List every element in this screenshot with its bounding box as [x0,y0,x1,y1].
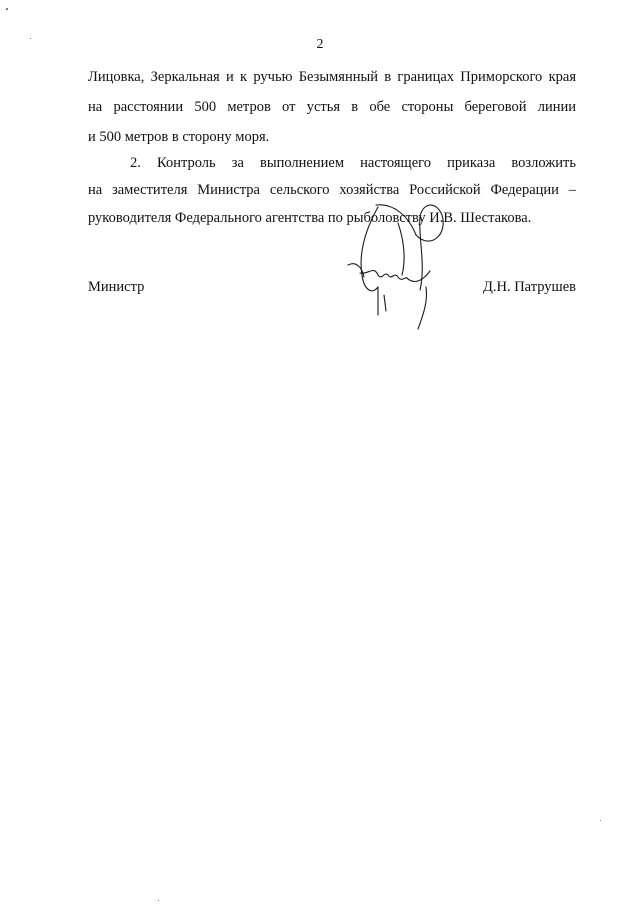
body-line: на расстоянии 500 метров от устья в обе стороны береговой линии [88,99,576,115]
handwritten-signature [338,195,458,335]
body-line: на заместителя Министра сельского хозяйства Российской Федерации – [88,182,576,198]
body-line: Лицовка, Зеркальная и к ручью Безымянный в границах Приморского края [88,69,576,85]
body-line: и 500 метров в сторону моря. [88,129,270,145]
body-line: руководителя Федерального агентства по рыболовству И.В. Шестакова. [88,210,532,226]
scan-speck [6,8,8,10]
signatory-title: Министр [88,279,145,295]
scan-speck [158,900,159,901]
body-line-paragraph-start: 2. Контроль за выполнением настоящего приказа возложить [130,155,576,171]
scan-speck [600,820,601,821]
page-number: 2 [316,37,324,52]
signatory-name: Д.Н. Патрушев [482,279,576,295]
